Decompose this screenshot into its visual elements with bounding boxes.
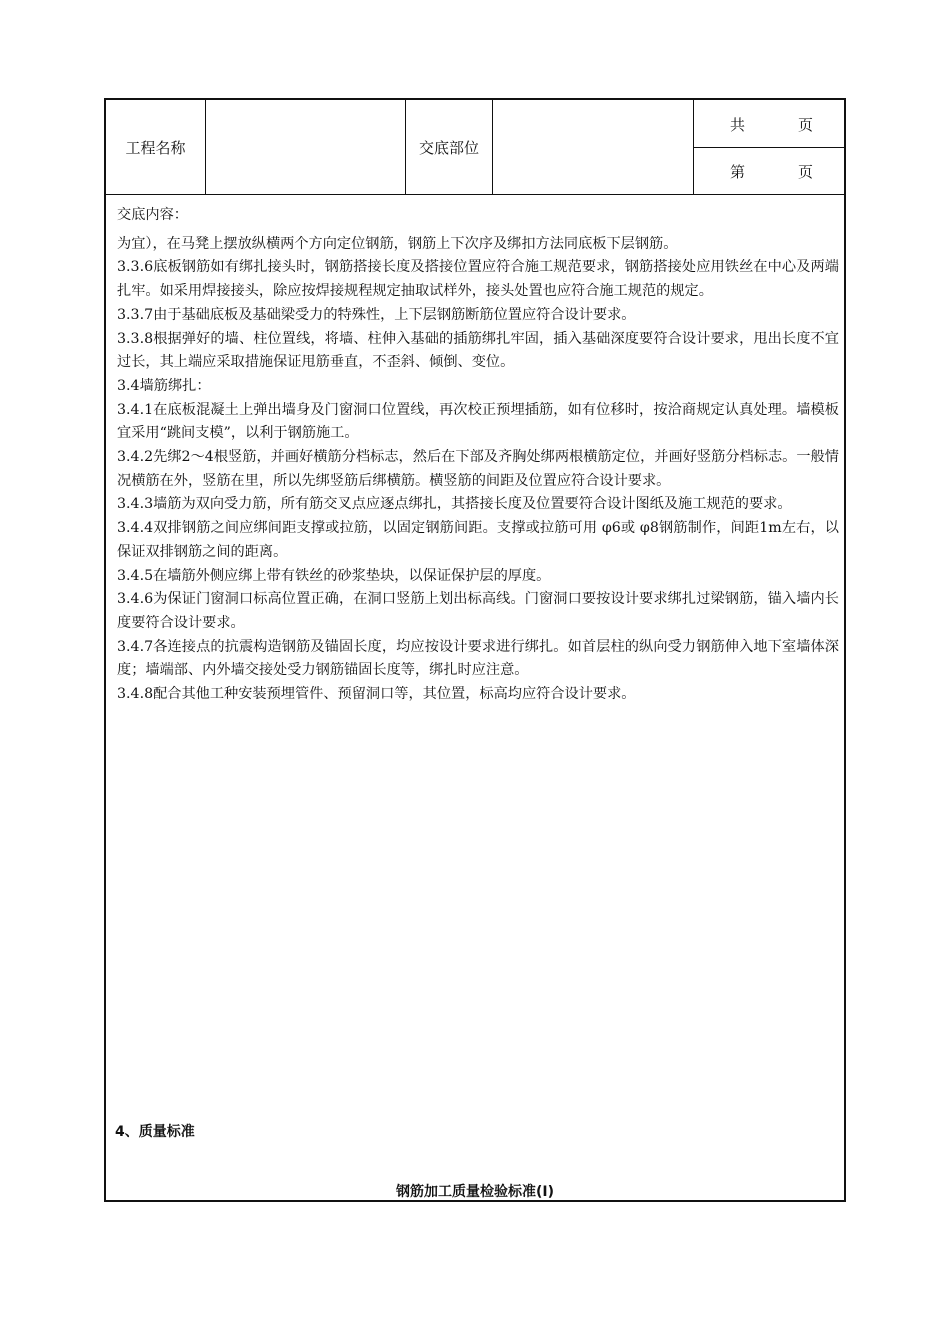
content-paragraph: 3.4.2先绑2～4根竖筋，并画好横筋分档标志，然后在下部及齐胸处绑两根横筋定位，并画好竖筋分档标志。一般情况横筋在外，竖筋在里，所以先绑竖筋后绑横筋。横竖筋的间距及位置应符合设计要求。 xyxy=(117,449,839,489)
content-paragraph: 3.4.7各连接点的抗震构造钢筋及锚固长度，均应按设计要求进行绑扎。如首层柱的纵向受力钢筋伸入地下室墙体深度；墙端部、内外墙交接处受力钢筋锚固长度等，绑扎时应注意。 xyxy=(117,638,839,679)
total-pages-suffix: 页 xyxy=(798,116,814,134)
current-page-prefix: 第 xyxy=(730,163,746,181)
page-info xyxy=(694,100,844,194)
content-paragraph: 3.4.6为保证门窗洞口标高位置正确，在洞口竖筋上划出标高线。门窗洞口要按设计要求绑扎过梁钢筋，锚入墙内长度要符合设计要求。 xyxy=(117,591,839,631)
header-row xyxy=(106,100,844,195)
content-paragraph: 3.3.8根据弹好的墙、柱位置线，将墙、柱伸入基础的插筋绑扎牢固，插入基础深度要符合设计要求，甩出长度不宜过长，其上端应采取措施保证甩筋垂直，不歪斜、倾倒、变位。 xyxy=(117,330,839,371)
current-page xyxy=(694,147,844,194)
total-pages-prefix: 共 xyxy=(730,116,746,134)
content-paragraph: 3.3.6底板钢筋如有绑扎接头时，钢筋搭接长度及搭接位置应符合施工规范要求，钢筋搭接处应用铁丝在中心及两端扎牢。如采用焊接接头，除应按焊接规程规定抽取试样外，接头处置也应符合施工规范的规定。 xyxy=(117,259,839,300)
content-paragraph: 3.4.3墙筋为双向受力筋，所有筋交叉点应逐点绑扎，其搭接长度及位置要符合设计图纸及施工规范的要求。 xyxy=(117,496,792,513)
handover-sheet xyxy=(104,98,846,1202)
project-name-label: 工程名称 xyxy=(106,100,206,194)
content-paragraph: 3.4.4双排钢筋之间应绑间距支撑或拉筋，以固定钢筋间距。支撑或拉筋可用 φ6或 φ8钢筋制作，间距1m左右，以保证双排钢筋之间的距离。 xyxy=(117,520,839,560)
handover-part-label: 交底部位 xyxy=(406,100,493,194)
project-name-value xyxy=(206,100,406,194)
handover-part-value xyxy=(493,100,694,194)
content-paragraph: 3.4墙筋绑扎： xyxy=(117,377,211,394)
current-page-suffix: 页 xyxy=(798,163,814,181)
content-label: 交底内容： xyxy=(117,207,188,223)
content-paragraph: 为宜），在马凳上摆放纵横两个方向定位钢筋，钢筋上下次序及绑扣方法同底板下层钢筋。 xyxy=(117,235,678,252)
total-pages xyxy=(694,100,844,148)
content-paragraph: 3.4.8配合其他工种安装预埋管件、预留洞口等，其位置，标高均应符合设计要求。 xyxy=(117,686,636,703)
table-title: 钢筋加工质量检验标准(I) xyxy=(395,1184,554,1200)
content-paragraph: 3.4.1在底板混凝土上弹出墙身及门窗洞口位置线，再次校正预埋插筋，如有位移时，按洽商规定认真处理。墙模板宜采用“跳间支模”，以利于钢筋施工。 xyxy=(117,401,839,442)
handover-content xyxy=(117,204,839,707)
content-paragraph: 3.4.5在墙筋外侧应绑上带有铁丝的砂浆垫块，以保证保护层的厚度。 xyxy=(117,567,551,584)
content-paragraph: 3.3.7由于基础底板及基础梁受力的特殊性，上下层钢筋断筋位置应符合设计要求。 xyxy=(117,306,636,323)
section-heading: 4、质量标准 xyxy=(115,1124,195,1140)
